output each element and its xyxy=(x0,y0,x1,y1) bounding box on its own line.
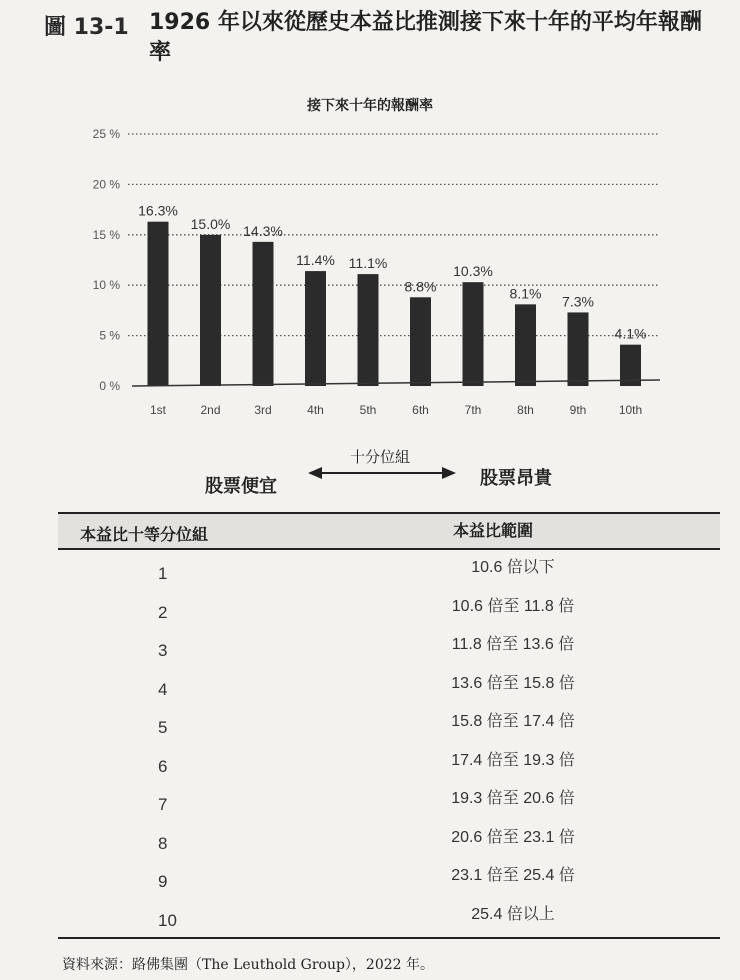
pe-range-cell: 20.6 倍至 23.1 倍 xyxy=(451,828,575,846)
bar xyxy=(305,271,326,386)
decile-cell: 10 xyxy=(158,910,177,930)
y-tick-label: 5 % xyxy=(99,328,120,343)
bar-value-label: 4.1% xyxy=(614,325,647,342)
bar-value-label: 8.1% xyxy=(509,285,542,302)
bar-value-label: 16.3% xyxy=(138,202,178,219)
x-category-label: 10th xyxy=(618,403,643,417)
bar xyxy=(253,242,274,386)
pe-range-cell: 19.3 倍至 20.6 倍 xyxy=(451,790,575,807)
pe-range-cell: 17.4 倍至 19.3 倍 xyxy=(451,751,575,769)
x-category-label: 9th xyxy=(569,403,587,417)
figure-title: 1926 年以來從歷史本益比推測接下來十年的平均年報酬率 xyxy=(149,10,702,65)
y-tick-label: 10 % xyxy=(92,278,120,293)
expensive-stocks-label: 股票昂貴 xyxy=(480,468,552,489)
pe-range-cell: 23.1 倍至 25.4 倍 xyxy=(451,867,575,884)
bar xyxy=(358,274,379,386)
bar xyxy=(200,235,221,386)
y-tick-label: 15 % xyxy=(92,227,120,242)
x-category-label: 1st xyxy=(149,403,167,417)
bar xyxy=(568,312,589,386)
bar-value-label: 8.8% xyxy=(404,278,437,295)
pe-range-cell: 10.6 倍以下 xyxy=(471,559,555,576)
decile-axis-annotation xyxy=(0,440,740,500)
source-note: 資料來源：路佛集團（The Leuthold Group），2022 年。 xyxy=(62,957,435,973)
table-row xyxy=(58,666,720,705)
table-row xyxy=(58,820,720,859)
figure-number: 圖 13-1 xyxy=(44,15,129,40)
decile-cell: 7 xyxy=(158,795,168,814)
bar-value-label: 11.1% xyxy=(348,255,388,272)
bar xyxy=(463,282,484,386)
x-category-label: 8th xyxy=(517,403,534,417)
cheap-stocks-label: 股票便宜 xyxy=(205,476,277,497)
x-category-label: 2nd xyxy=(200,403,221,417)
bar xyxy=(410,297,431,386)
pe-decile-table xyxy=(58,512,720,939)
decile-cell: 2 xyxy=(158,602,168,622)
table-row xyxy=(58,627,720,666)
header-decile: 本益比十等分位組 xyxy=(80,525,209,544)
bar-value-label: 15.0% xyxy=(190,215,231,232)
y-tick-label: 0 % xyxy=(99,379,120,393)
decile-cell: 1 xyxy=(158,564,168,583)
bar-value-label: 7.3% xyxy=(562,293,594,310)
bar-chart xyxy=(0,0,740,440)
bar-value-label: 11.4% xyxy=(296,252,335,269)
decile-cell: 9 xyxy=(158,872,168,891)
x-category-label: 5th xyxy=(359,403,377,417)
table-row xyxy=(58,550,720,589)
decile-label: 十分位組 xyxy=(350,448,411,466)
x-category-label: 4th xyxy=(307,403,324,417)
double-arrow-icon xyxy=(308,466,456,480)
pe-range-cell: 10.6 倍至 11.8 倍 xyxy=(451,597,575,615)
decile-cell: 3 xyxy=(158,641,168,660)
bar-value-label: 14.3% xyxy=(243,222,283,239)
table-row xyxy=(58,781,720,820)
bar xyxy=(148,222,169,386)
pe-range-cell: 13.6 倍至 15.8 倍 xyxy=(451,674,575,692)
x-category-label: 6th xyxy=(412,403,429,417)
decile-cell: 6 xyxy=(158,756,168,776)
table-body xyxy=(58,550,720,935)
table-bottom-rule xyxy=(58,937,720,939)
y-tick-label: 20 % xyxy=(92,177,120,192)
table-row xyxy=(58,858,720,897)
pe-range-cell: 15.8 倍至 17.4 倍 xyxy=(451,713,575,730)
table-row xyxy=(58,704,720,743)
table-row xyxy=(58,897,720,936)
pe-range-cell: 25.4 倍以上 xyxy=(471,905,555,923)
table-row xyxy=(58,589,720,628)
y-tick-label: 25 % xyxy=(92,127,120,141)
chart-title: 接下來十年的報酬率 xyxy=(307,98,433,114)
bar xyxy=(515,304,536,386)
x-category-label: 3rd xyxy=(254,403,272,417)
x-category-label: 7th xyxy=(464,403,482,417)
decile-cell: 4 xyxy=(158,679,168,699)
table-row xyxy=(58,743,720,782)
table-header xyxy=(58,512,720,550)
decile-cell: 5 xyxy=(158,718,168,737)
pe-range-cell: 11.8 倍至 13.6 倍 xyxy=(451,636,575,653)
bar-value-label: 10.3% xyxy=(453,263,493,280)
decile-cell: 8 xyxy=(158,833,168,853)
header-pe-range: 本益比範圍 xyxy=(453,521,534,540)
